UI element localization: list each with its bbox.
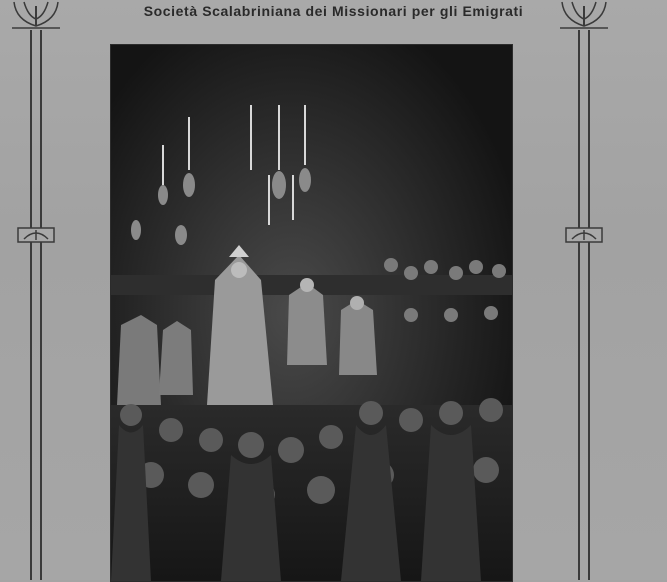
ceremony-photograph [110,44,513,582]
page-header-title: Società Scalabriniana dei Missionari per gli Emigrati [143,3,524,19]
photograph-image [111,45,512,581]
left-border-ornament [24,0,48,580]
column-knot-icon [564,225,604,245]
crest-ornament-icon [558,0,610,30]
right-border-ornament [572,0,596,580]
column-knot-icon [16,225,56,245]
crest-ornament-icon [10,0,62,30]
